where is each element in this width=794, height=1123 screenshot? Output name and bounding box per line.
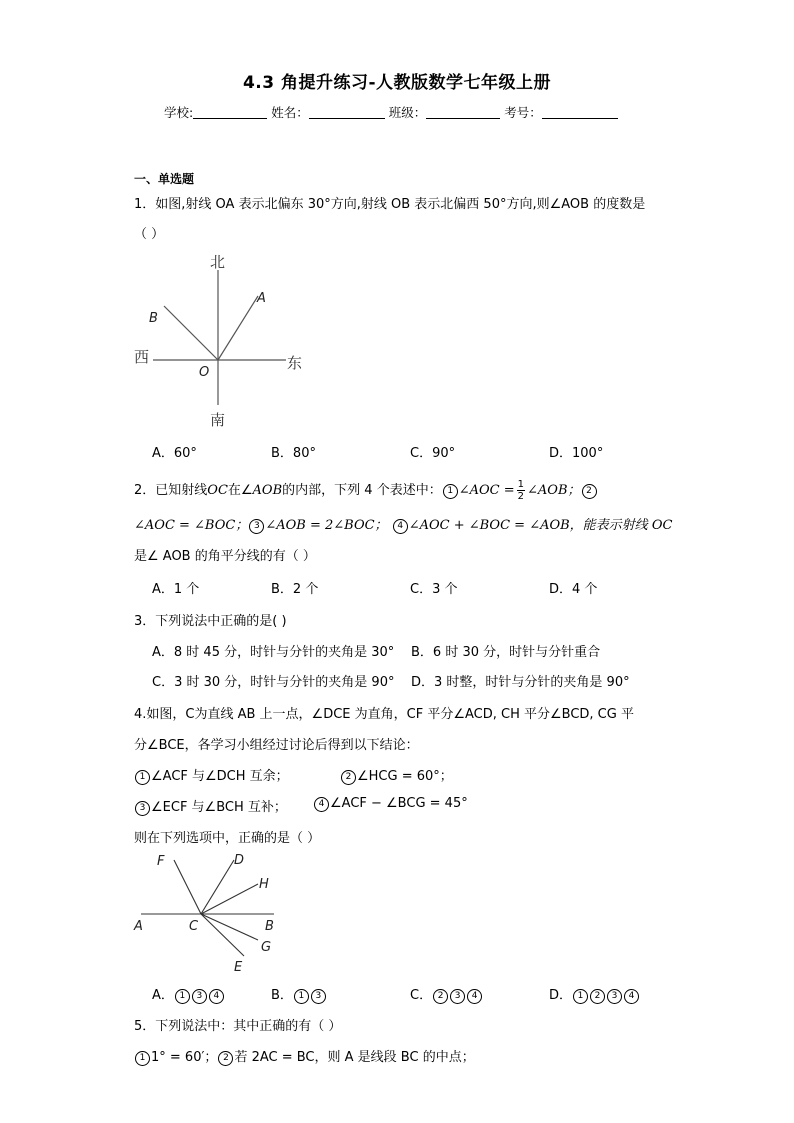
label-f: F [157, 854, 165, 869]
q4-stem-line2: 分∠BCE，各学习小组经过讨论后得到以下结论： [134, 738, 419, 753]
label-a: A [134, 919, 143, 934]
q5-statement2: 若 2AC = BC，则 A 是线段 BC 的中点； [234, 1050, 475, 1065]
circled-number: 1 [294, 989, 309, 1004]
section-title: 一、单选题 [134, 172, 195, 186]
label-h: H [259, 877, 269, 892]
q5-statements [134, 1046, 475, 1066]
fraction-numerator: 1 [517, 479, 524, 490]
label-o: O [199, 365, 210, 380]
q3-stem: 3．下列说法中正确的是( ) [134, 614, 287, 629]
field-school-blank [193, 106, 267, 119]
ray-ce [201, 914, 244, 956]
field-number-label: 考号： [504, 105, 542, 120]
q4-conclusion-3-text: ∠ECF 与∠BCH 互补； [151, 800, 287, 815]
field-name-blank [309, 106, 385, 119]
q2-statement2: ∠AOC = ∠BOC； [134, 518, 249, 533]
circled-number: 4 [467, 989, 482, 1004]
q5-statement1: 1° = 60′； [151, 1050, 218, 1065]
label-c: C [189, 919, 199, 934]
label-north: 北 [210, 253, 226, 271]
option-letter: C． [410, 988, 433, 1003]
label-west: 西 [134, 348, 150, 366]
q1-option-d[interactable]: D．100° [549, 446, 604, 461]
option-letter: D． [549, 988, 573, 1003]
circled-number: 1 [135, 770, 150, 785]
q3-option-d[interactable]: D．3 时整，时针与分针的夹角是 90° [411, 675, 630, 690]
field-class-label: 班级： [388, 105, 427, 120]
ray-cg [201, 914, 258, 940]
q4-option-b[interactable] [271, 984, 327, 1004]
q1-option-c[interactable]: C．90° [410, 446, 456, 461]
q2-stem-line2 [134, 514, 672, 534]
q3-option-a[interactable]: A．8 时 45 分，时针与分针的夹角是 30° [152, 645, 395, 660]
q1-option-b[interactable]: B．80° [271, 446, 316, 461]
label-b: B [265, 919, 274, 934]
q4-conclusion-4-text: ∠ACF − ∠BCG = 45° [330, 796, 468, 811]
q2-option-c[interactable]: C．3 个 [410, 582, 458, 597]
circled-number: 4 [209, 989, 224, 1004]
q2-statement1-a: ∠AOC = [458, 483, 515, 498]
q2-statement4: ∠AOC + ∠BOC = ∠AOB，能表示射线 OC [408, 518, 673, 533]
field-school-label: 学校: [164, 105, 194, 120]
ray-cf [174, 860, 201, 914]
q4-conclusion-3 [134, 796, 287, 816]
q2-aob: AOB [252, 483, 283, 498]
q4-conclusion-2 [340, 765, 453, 785]
circled-number: 2 [218, 1051, 233, 1066]
label-a: A [257, 291, 266, 306]
label-east: 东 [287, 354, 303, 372]
circled-number: 3 [311, 989, 326, 1004]
q4-stem-line1: 4.如图，C为直线 AB 上一点，∠DCE 为直角，CF 平分∠ACD, CH 平分∠BCD, CG 平 [134, 707, 634, 722]
fraction-half [517, 479, 525, 502]
q2-oc: OC [207, 483, 228, 498]
q2-text-c: 的内部，下列 4 个表述中： [282, 483, 442, 498]
q4-conclusion-1-text: ∠ACF 与∠DCH 互余； [151, 769, 289, 784]
label-d: D [234, 853, 245, 868]
circled-number: 2 [582, 484, 597, 499]
q2-option-b[interactable]: B．2 个 [271, 582, 319, 597]
q4-conclusion-2-text: ∠HCG = 60°； [357, 769, 453, 784]
circled-number: 1 [175, 989, 190, 1004]
option-letter: A． [152, 988, 174, 1003]
circled-number: 4 [314, 797, 329, 812]
q2-option-d[interactable]: D．4 个 [549, 582, 598, 597]
circled-number: 4 [393, 519, 408, 534]
q1-figure [130, 250, 310, 435]
q3-option-c[interactable]: C．3 时 30 分，时针与分针的夹角是 90° [152, 675, 395, 690]
page-title: 4.3 角提升练习-人教版数学七年级上册 [242, 73, 552, 93]
q4-conclusion-4 [313, 796, 468, 812]
ray-ob [164, 306, 218, 360]
q4-ask: 则在下列选项中，正确的是（ ） [134, 831, 321, 846]
q4-figure [130, 850, 290, 975]
q4-option-c[interactable] [410, 984, 483, 1004]
circled-number: 1 [443, 484, 458, 499]
label-e: E [234, 960, 243, 975]
circled-number: 1 [573, 989, 588, 1004]
label-south: 南 [210, 411, 226, 429]
ray-oa [218, 296, 258, 360]
student-info-fields [164, 103, 618, 121]
field-number-blank [542, 106, 618, 119]
circled-number: 3 [135, 801, 150, 816]
q4-option-d[interactable] [549, 984, 640, 1004]
circled-number: 2 [341, 770, 356, 785]
q2-text-b: 在∠ [227, 483, 253, 498]
fraction-denominator: 2 [517, 491, 524, 502]
q3-option-b[interactable]: B．6 时 30 分，时针与分针重合 [411, 645, 601, 660]
field-name-label: 姓名： [271, 105, 309, 120]
label-b: B [149, 311, 158, 326]
field-class-blank [426, 106, 500, 119]
q2-text-a: 2．已知射线 [134, 483, 208, 498]
label-g: G [261, 940, 272, 955]
circled-number: 3 [192, 989, 207, 1004]
circled-number: 3 [607, 989, 622, 1004]
option-letter: B． [271, 988, 293, 1003]
q4-option-a[interactable] [152, 984, 225, 1004]
q1-stem-line1: 1．如图,射线 OA 表示北偏东 30°方向,射线 OB 表示北偏西 50°方向,则∠AOB 的度数是 [134, 197, 646, 212]
circled-number: 1 [135, 1051, 150, 1066]
circled-number: 2 [590, 989, 605, 1004]
circled-number: 3 [249, 519, 264, 534]
circled-number: 3 [450, 989, 465, 1004]
q2-statement3: ∠AOB = 2∠BOC； [265, 518, 388, 533]
q2-option-a[interactable]: A．1 个 [152, 582, 200, 597]
q4-conclusion-1 [134, 765, 289, 785]
q2-stem-line3: 是∠ AOB 的角平分线的有（ ） [134, 549, 316, 564]
q2-stem-line1 [134, 479, 598, 502]
q1-option-a[interactable]: A．60° [152, 446, 197, 461]
circled-number: 4 [624, 989, 639, 1004]
q5-stem: 5．下列说法中：其中正确的有（ ） [134, 1019, 342, 1034]
q1-stem-line2: （ ） [134, 227, 165, 242]
circled-number: 2 [433, 989, 448, 1004]
q2-statement1-b: ∠AOB； [527, 483, 581, 498]
